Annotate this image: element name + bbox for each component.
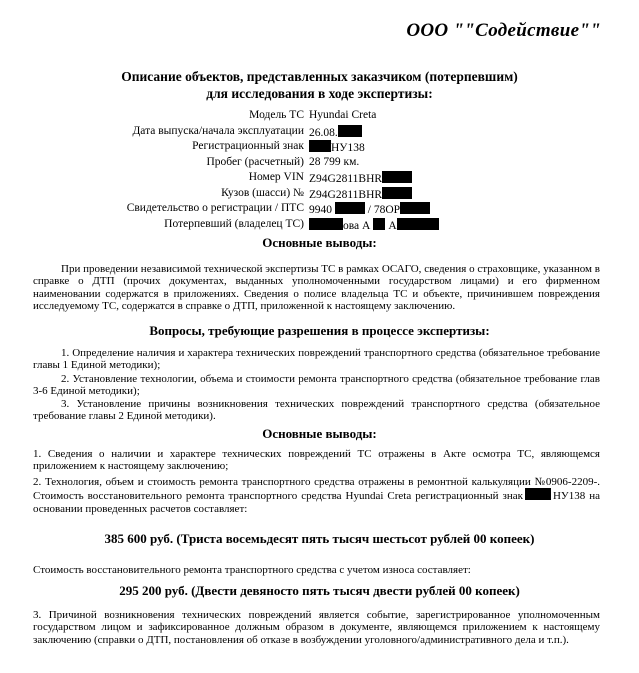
spec-value: Z94G2811BHR — [309, 188, 383, 201]
section-title-line-1: Описание объектов, представленных заказчиком (потерпевшим) — [121, 69, 518, 84]
spec-row-body — [0, 187, 639, 203]
spec-row-date — [0, 125, 639, 141]
spec-label: Свидетельство о регистрации / ПТС — [126, 202, 304, 214]
wear-cost-intro: Стоимость восстановительного ремонта транспортного средства с учетом износа составляет: — [33, 564, 471, 576]
spec-value-wrap — [309, 140, 365, 154]
spec-row-plate — [0, 140, 639, 156]
spec-value-wrap — [309, 187, 412, 201]
spec-row-mileage — [0, 156, 639, 172]
spec-value-wrap — [309, 125, 362, 139]
questions-heading: Вопросы, требующие разрешения в процессе экспертизы: — [149, 323, 490, 338]
question-item-3: 3. Установление причины возникновения технических повреждений транспортного средства (обязательное требование главы 2 Единой методики). — [33, 398, 600, 423]
spec-value: Hyundai Creta — [309, 109, 377, 121]
spec-label: Дата выпуска/начала эксплуатации — [132, 124, 304, 137]
repair-cost-total: 385 600 руб. (Триста восемьдесят пять тысяч шестьсот рублей 00 копеек) — [104, 531, 535, 546]
conclusions-heading-2: Основные выводы: — [262, 426, 377, 441]
spec-value: А — [388, 219, 397, 232]
conclusion-item-2 — [33, 476, 600, 515]
conclusions-heading-1: Основные выводы: — [262, 235, 377, 250]
spec-value-wrap — [309, 202, 430, 216]
spec-value: 28 799 км. — [309, 155, 360, 168]
spec-row-model — [0, 109, 639, 125]
spec-value: 26.08. — [309, 126, 338, 139]
redaction-block — [382, 171, 412, 183]
organization-name: ООО ""Содействие"" — [406, 20, 601, 41]
spec-value-wrap — [309, 171, 412, 185]
redaction-block — [397, 218, 439, 230]
vehicle-spec-table — [0, 109, 639, 233]
redaction-block — [335, 202, 365, 214]
conclusions-paragraph-1: При проведении независимой технической экспертизы ТС в рамках ОСАГО, сведения о страховщике, указанном в справке о ДТП (прочих документах, выданных уполномоченными государством лицами) и его фирменном наименовании содержатся в приложениях. Сведения о полисе владельца ТС и объекте, причинившем повреждения исследуемому ТС, содержатся в справке о ДТП, приложенной к настоящему заключению. — [33, 263, 600, 313]
question-item-2: 2. Установление технологии, объема и стоимости ремонта транспортного средства (обязательное требование глав 3-6 Единой методики); — [33, 373, 600, 398]
redaction-block — [382, 187, 412, 199]
spec-label: Потерпевший (владелец ТС) — [164, 217, 304, 230]
spec-label: Номер VIN — [248, 171, 304, 183]
section-title-line-2: для исследования в ходе экспертизы: — [206, 86, 433, 101]
spec-label: Регистрационный знак — [192, 140, 304, 152]
spec-value: Z94G2811BHR — [309, 173, 383, 185]
spec-value: / 78ОР — [367, 204, 401, 216]
redaction-block — [373, 218, 385, 230]
question-item-1: 1. Определение наличия и характера технических повреждений транспортного средства (обязательное требование главы 1 Единой методики); — [33, 347, 600, 372]
spec-value: ова А — [343, 219, 371, 232]
redaction-block — [525, 488, 551, 500]
conclusion-item-3: 3. Причиной возникновения технических повреждений является событие, зарегистрированное уполномоченным государством лицом и зафиксированное должным образом в документе, являющемся приложением к настоящему заключению (справки о ДТП, постановления об отказе в возбуждении уголовного/административного дела и т.п.). — [33, 609, 600, 646]
spec-label: Кузов (шасси) № — [221, 186, 304, 199]
redaction-block — [309, 140, 331, 152]
redaction-block — [338, 125, 362, 137]
spec-row-registration — [0, 202, 639, 218]
spec-value-wrap — [309, 218, 439, 232]
redaction-block — [309, 218, 343, 230]
spec-label: Модель ТС — [249, 109, 304, 121]
spec-value: НУ138 — [331, 142, 365, 154]
spec-row-vin — [0, 171, 639, 187]
redaction-block — [400, 202, 430, 214]
conclusion-item-1: 1. Сведения о наличии и характере технических повреждений ТС отражены в Акте осмотра ТС, являющемся приложением к настоящему заключению; — [33, 448, 600, 473]
conclusion-2-text-b: НУ138 на основании проведенных расчетов составляет: — [33, 490, 600, 515]
repair-cost-with-wear: 295 200 руб. (Двести девяносто пять тысяч двести рублей 00 копеек) — [119, 583, 520, 598]
spec-label: Пробег (расчетный) — [206, 155, 304, 168]
spec-value: 9940 — [309, 204, 332, 216]
spec-row-owner — [0, 218, 639, 234]
conclusion-2-text-a: 2. Технология, объем и стоимость ремонта транспортного средства отражены в ремонтной калькуляции №0906-2209-. Стоимость восстановительного ремонта транспортного средства Hyundai Creta регистрационный знак — [33, 476, 600, 503]
